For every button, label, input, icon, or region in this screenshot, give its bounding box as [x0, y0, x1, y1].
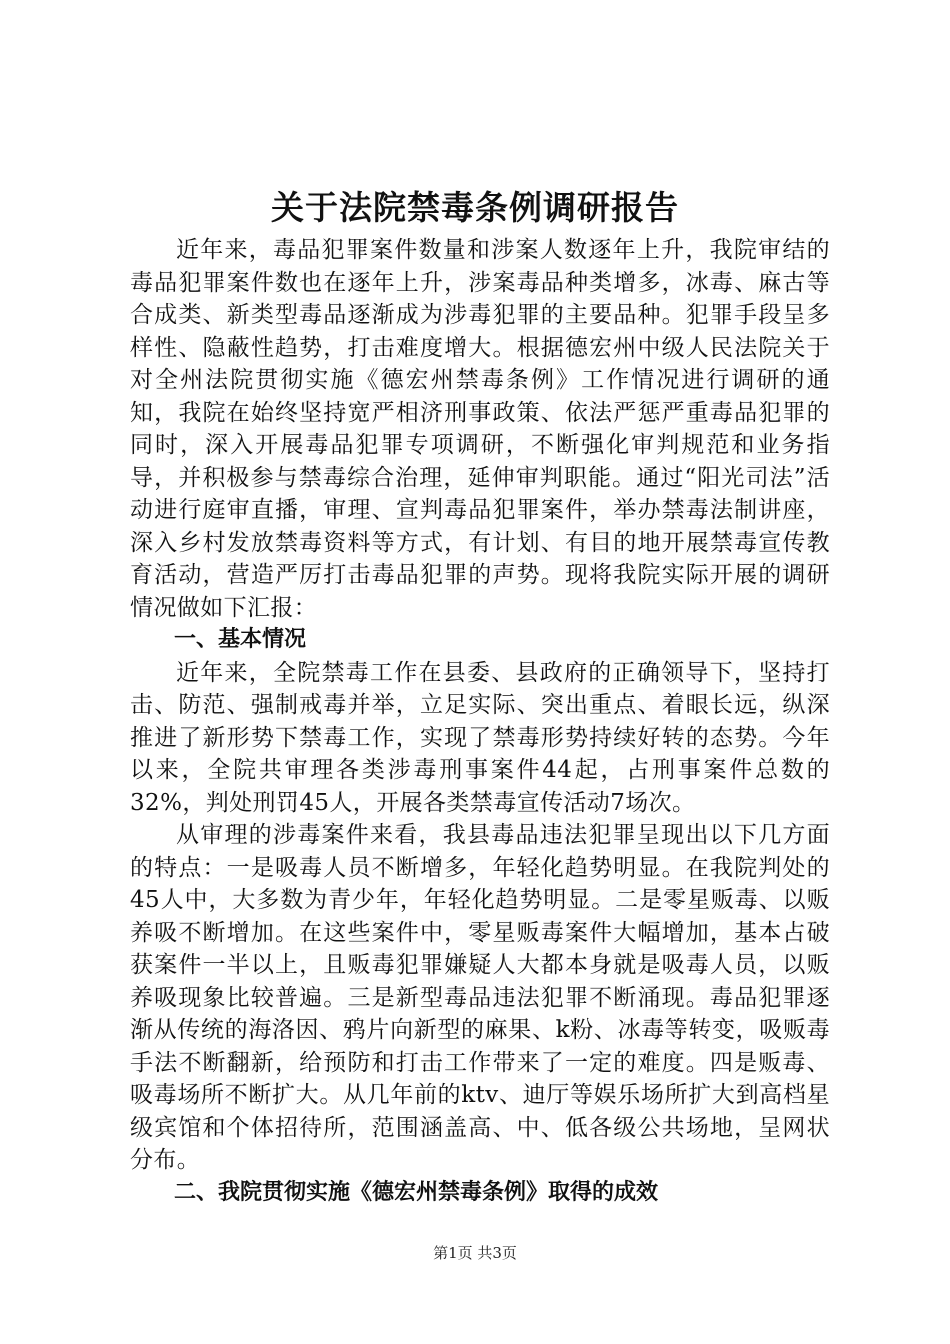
document-title: 关于法院禁毒条例调研报告: [271, 188, 679, 227]
section-heading-achievements: 二、我院贯彻实施《德宏州禁毒条例》取得的成效: [174, 1179, 659, 1205]
section-heading-basic-situation: 一、基本情况: [174, 627, 307, 652]
page-number-footer: 第1页 共3页: [433, 1244, 517, 1262]
intro-paragraph: 近年来，毒品犯罪案件数量和涉案人数逐年上升，我院审结的毒品犯罪案件数也在逐年上升，涉案毒品种类增多，冰毒、麻古等合成类、新类型毒品逐渐成为涉毒犯罪的主要品种。犯罪手段呈多样性、隐蔽性趋势，打击难度增大。根据德宏州中级人民法院关于对全州法院贯彻实施《德宏州禁毒条例》工作情况进行调研的通知，我院在始终坚持宽严相济刑事政策、依法严惩严重毒品犯罪的同时，深入开展毒品犯罪专项调研，不断强化审判规范和业务指导，并积极参与禁毒综合治理，延伸审判职能。通过“阳光司法”活动进行庭审直播，审理、宣判毒品犯罪案件，举办禁毒法制讲座，深入乡村发放禁毒资料等方式，有计划、有目的地开展禁毒宣传教育活动，营造严厉打击毒品犯罪的声势。现将我院实际开展的调研情况做如下汇报：: [130, 237, 830, 621]
case-characteristics-paragraph: 从审理的涉毒案件来看，我县毒品违法犯罪呈现出以下几方面的特点：一是吸毒人员不断增多，年轻化趋势明显。在我院判处的45人中，大多数为青少年，年轻化趋势明显。二是零星贩毒、以贩养吸不断增加。在这些案件中，零星贩毒案件大幅增加，基本占破获案件一半以上，且贩毒犯罪嫌疑人大都本身就是吸毒人员，以贩养吸现象比较普遍。三是新型毒品违法犯罪不断涌现。毒品犯罪逐渐从传统的海洛因、鸦片向新型的麻果、k粉、冰毒等转变，吸贩毒手法不断翻新，给预防和打击工作带来了一定的难度。四是贩毒、吸毒场所不断扩大。从几年前的ktv、迪厅等娱乐场所扩大到高档星级宾馆和个体招待所，范围涵盖高、中、低各级公共场地，呈网状分布。: [130, 822, 830, 1173]
document-body: [130, 234, 830, 1209]
basic-situation-paragraph: 近年来，全院禁毒工作在县委、县政府的正确领导下，坚持打击、防范、强制戒毒并举，立足实际、突出重点、着眼长远，纵深推进了新形势下禁毒工作，实现了禁毒形势持续好转的态势。今年以来，全院共审理各类涉毒刑事案件44起，占刑事案件总数的32%，判处刑罚45人，开展各类禁毒宣传活动7场次。: [130, 659, 830, 816]
